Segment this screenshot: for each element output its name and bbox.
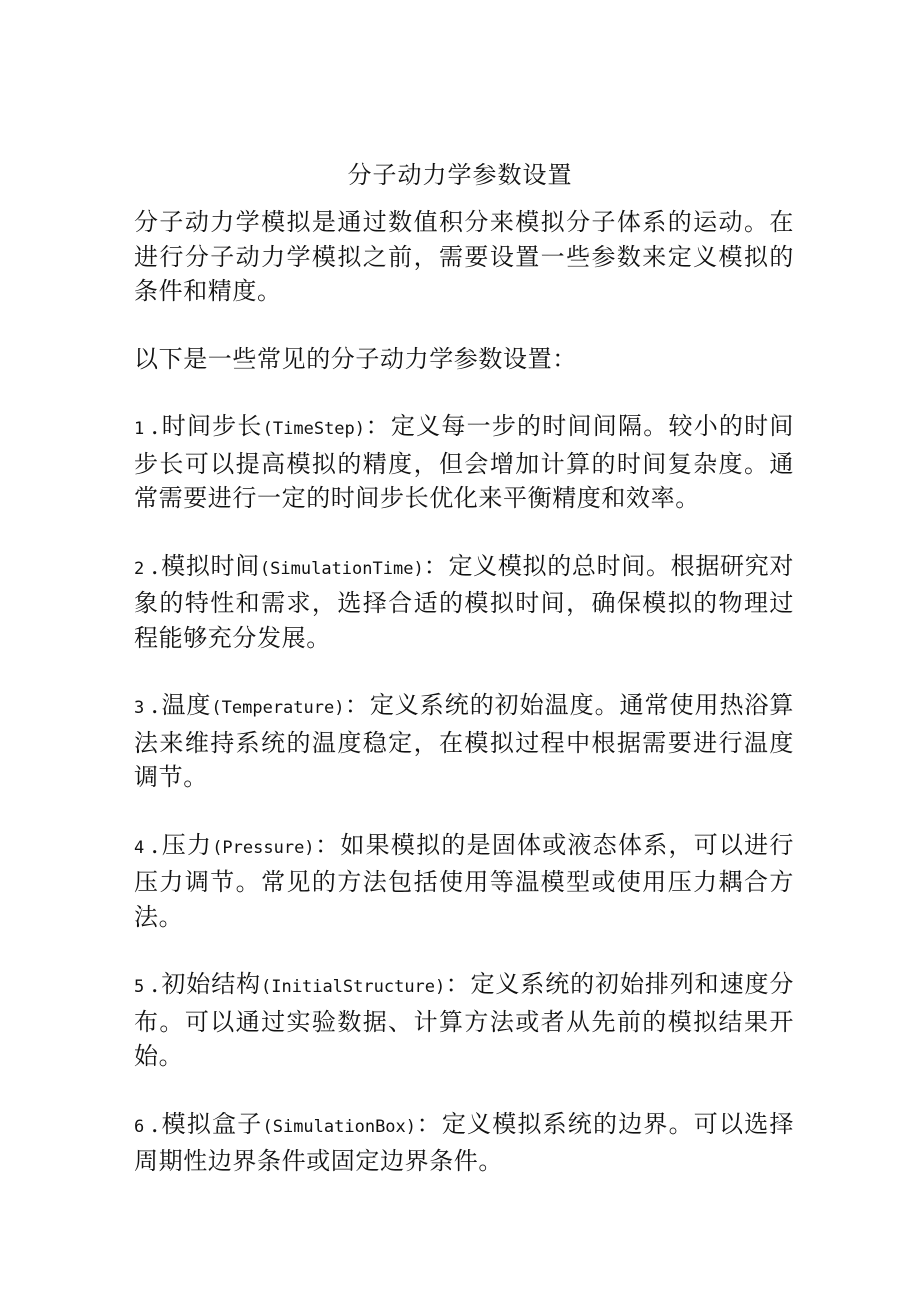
item-description: ：定义模拟的总时间。根据研究对象的特性和需求，选择合适的模拟时间，确保模拟的物理过程能够充分发展。 [134, 551, 794, 652]
item-number: 3 [134, 698, 145, 718]
item-name: 初始结构 [161, 970, 262, 998]
parameter-item-4: 4 .压力(Pressure)：如果模拟的是固体或液态体系，可以进行压力调节。常见的方法包括使用等温模型或使用压力耦合方法。 [134, 830, 794, 931]
parameter-item-1: 1 .时间步长(TimeStep)：定义每一步的时间间隔。较小的时间步长可以提高模拟的精度，但会增加计算的时间复杂度。通常需要进行一定的时间步长优化来平衡精度和效率。 [134, 412, 794, 512]
item-term: (Pressure) [212, 837, 315, 858]
intro-paragraph: 分子动力学模拟是通过数值积分来模拟分子体系的运动。在进行分子动力学模拟之前，需要设置一些参数来定义模拟的条件和精度。 [134, 208, 794, 305]
item-term: (Temperature) [211, 698, 345, 718]
document-body [134, 205, 794, 1212]
parameter-item-6: 6 .模拟盒子(SimulationBox)：定义模拟系统的边界。可以选择周期性边界条件或固定边界条件。 [134, 1109, 795, 1175]
item-description: ：定义系统的初始排列和速度分布。可以通过实验数据、计算方法或者从先前的模拟结果开始。 [134, 970, 794, 1070]
item-description: ：定义模拟系统的边界。可以选择周期性边界条件或固定边界条件。 [134, 1109, 795, 1175]
item-description: ：定义系统的初始温度。通常使用热浴算法来维持系统的温度稳定，在模拟过程中根据需要进行温度调节。 [134, 691, 794, 791]
parameter-item-2: 2 .模拟时间(SimulationTime)：定义模拟的总时间。根据研究对象的特性和需求，选择合适的模拟时间，确保模拟的物理过程能够充分发展。 [134, 551, 794, 652]
parameter-item-5: 5 .初始结构(InitialStructure)：定义系统的初始排列和速度分布。可以通过实验数据、计算方法或者从先前的模拟结果开始。 [134, 970, 794, 1070]
document-title: 分子动力学参数设置 [347, 161, 573, 189]
item-name: 模拟时间 [161, 551, 260, 580]
item-number: 5 [134, 977, 145, 997]
parameter-item-3: 3 .温度(Temperature)：定义系统的初始温度。通常使用热浴算法来维持系统的温度稳定，在模拟过程中根据需要进行温度调节。 [134, 691, 794, 791]
item-number: 6 [134, 1116, 145, 1137]
item-name: 温度 [161, 691, 212, 719]
item-number: 4 [134, 837, 145, 858]
item-term: (SimulationTime) [259, 558, 424, 579]
lead-paragraph: 以下是一些常见的分子动力学参数设置： [134, 344, 577, 373]
item-number: 2 [134, 558, 145, 579]
item-description: ：定义每一步的时间间隔。较小的时间步长可以提高模拟的精度，但会增加计算的时间复杂度。通常需要进行一定的时间步长优化来平衡精度和效率。 [134, 412, 794, 512]
item-description: ：如果模拟的是固体或液态体系，可以进行压力调节。常见的方法包括使用等温模型或使用压力耦合方法。 [134, 830, 794, 931]
item-number: 1 [134, 419, 145, 439]
item-term: (InitialStructure) [261, 977, 446, 997]
item-name: 模拟盒子 [161, 1109, 263, 1138]
item-name: 时间步长 [161, 412, 263, 440]
item-name: 压力 [161, 830, 213, 859]
item-term: (TimeStep) [262, 419, 366, 439]
item-term: (SimulationBox) [262, 1116, 417, 1137]
